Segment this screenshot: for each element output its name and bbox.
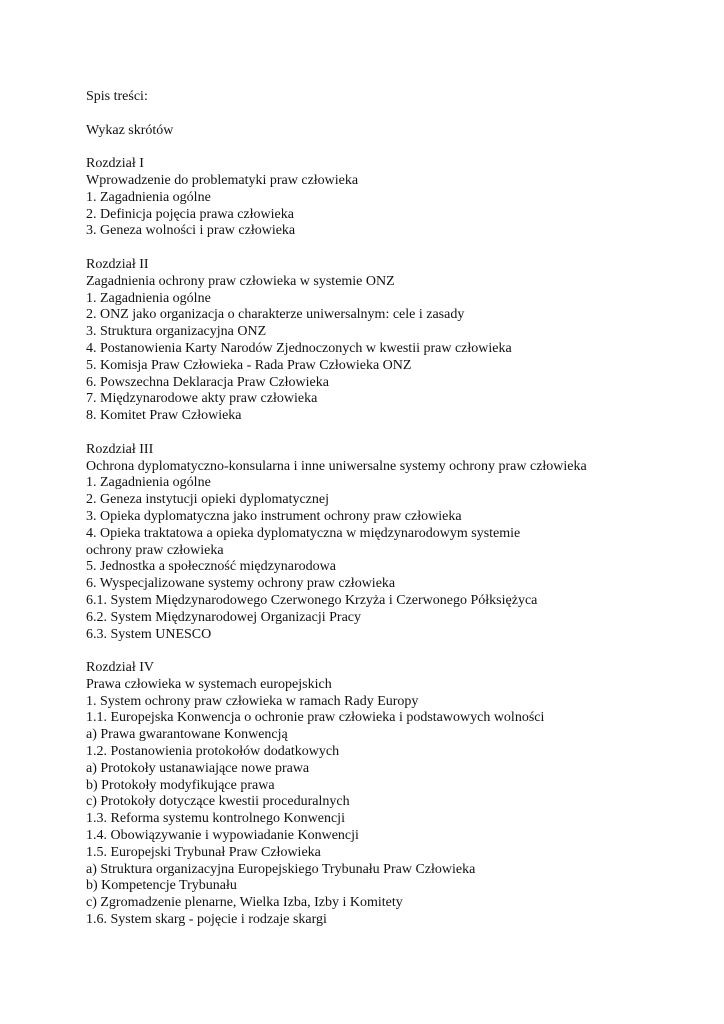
- toc-item: 1.4. Obowiązywanie i wypowiadanie Konwencji: [86, 828, 359, 844]
- toc-item: 2. Geneza instytucji opieki dyplomatycznej: [86, 492, 329, 508]
- chapter-number: Rozdział II: [86, 256, 149, 272]
- chapter-title: Ochrona dyplomatyczno-konsularna i inne uniwersalne systemy ochrony praw człowieka: [86, 458, 587, 474]
- abbreviations-entry: Wykaz skrótów: [86, 122, 174, 138]
- toc-item: 1. Zagadnienia ogólne: [86, 189, 211, 205]
- chapter-number: Rozdział IV: [86, 660, 155, 676]
- toc-item-continuation: ochrony praw człowieka: [86, 542, 224, 558]
- toc-item: 5. Komisja Praw Człowieka - Rada Praw Człowieka ONZ: [86, 357, 412, 373]
- spacer: [86, 106, 706, 123]
- toc-item: 2. Definicja pojęcia prawa człowieka: [86, 206, 294, 222]
- toc-item: 1.5. Europejski Trybunał Praw Człowieka: [86, 844, 321, 860]
- toc-item: a) Struktura organizacyjna Europejskiego Trybunału Praw Człowieka: [86, 861, 476, 877]
- toc-item: 7. Międzynarodowe akty praw człowieka: [86, 391, 318, 407]
- toc-item: 1.3. Reforma systemu kontrolnego Konwencji: [86, 811, 345, 827]
- toc-item: 1. Zagadnienia ogólne: [86, 475, 211, 491]
- toc-item: 6. Wyspecjalizowane systemy ochrony praw człowieka: [86, 576, 396, 592]
- toc-title: Spis treści:: [86, 89, 148, 104]
- toc-item: 4. Opieka traktatowa a opieka dyplomatyczna w międzynarodowym systemie: [86, 525, 521, 541]
- toc-item: 1. System ochrony praw człowieka w ramach Rady Europy: [86, 693, 419, 709]
- toc-item: a) Prawa gwarantowane Konwencją: [86, 727, 288, 743]
- toc-item: 3. Struktura organizacyjna ONZ: [86, 324, 267, 340]
- chapter-title: Prawa człowieka w systemach europejskich: [86, 676, 332, 692]
- chapter-title: Wprowadzenie do problematyki praw człowieka: [86, 172, 359, 188]
- toc-item: 3. Geneza wolności i praw człowieka: [86, 223, 296, 239]
- toc-item: 1.1. Europejska Konwencja o ochronie praw człowieka i podstawowych wolności: [86, 710, 545, 726]
- spacer: [86, 240, 706, 257]
- toc-item: 1.6. System skarg - pojęcie i rodzaje skargi: [86, 912, 327, 928]
- toc-item: 6.2. System Międzynarodowej Organizacji Pracy: [86, 609, 362, 625]
- toc-item: 1. Zagadnienia ogólne: [86, 290, 211, 306]
- toc-item: c) Protokoły dotyczące kwestii proceduralnych: [86, 794, 350, 810]
- toc-item: b) Kompetencje Trybunału: [86, 878, 237, 894]
- toc-item: 6.1. System Międzynarodowego Czerwonego Krzyża i Czerwonego Półksiężyca: [86, 592, 538, 608]
- toc-item: 6. Powszechna Deklaracja Praw Człowieka: [86, 374, 329, 390]
- toc-item: 6.3. System UNESCO: [86, 626, 212, 642]
- spacer: [86, 139, 706, 156]
- toc-item: 1.2. Postanowienia protokołów dodatkowych: [86, 744, 340, 760]
- toc-item: b) Protokoły modyfikujące prawa: [86, 777, 275, 793]
- toc-item: 5. Jednostka a społeczność międzynarodowa: [86, 559, 336, 575]
- toc-item: 8. Komitet Praw Człowieka: [86, 408, 242, 424]
- toc-item: a) Protokoły ustanawiające nowe prawa: [86, 760, 310, 776]
- document-page: [86, 89, 706, 929]
- spacer: [86, 425, 706, 442]
- toc-item: c) Zgromadzenie plenarne, Wielka Izba, Izby i Komitety: [86, 895, 403, 911]
- toc-item: 4. Postanowienia Karty Narodów Zjednoczonych w kwestii praw człowieka: [86, 340, 512, 356]
- toc-item: 2. ONZ jako organizacja o charakterze uniwersalnym: cele i zasady: [86, 307, 465, 323]
- toc-item: 3. Opieka dyplomatyczna jako instrument ochrony praw człowieka: [86, 508, 462, 524]
- chapter-title: Zagadnienia ochrony praw człowieka w systemie ONZ: [86, 273, 395, 289]
- spacer: [86, 643, 706, 660]
- chapter-number: Rozdział I: [86, 156, 144, 172]
- chapter-number: Rozdział III: [86, 441, 154, 457]
